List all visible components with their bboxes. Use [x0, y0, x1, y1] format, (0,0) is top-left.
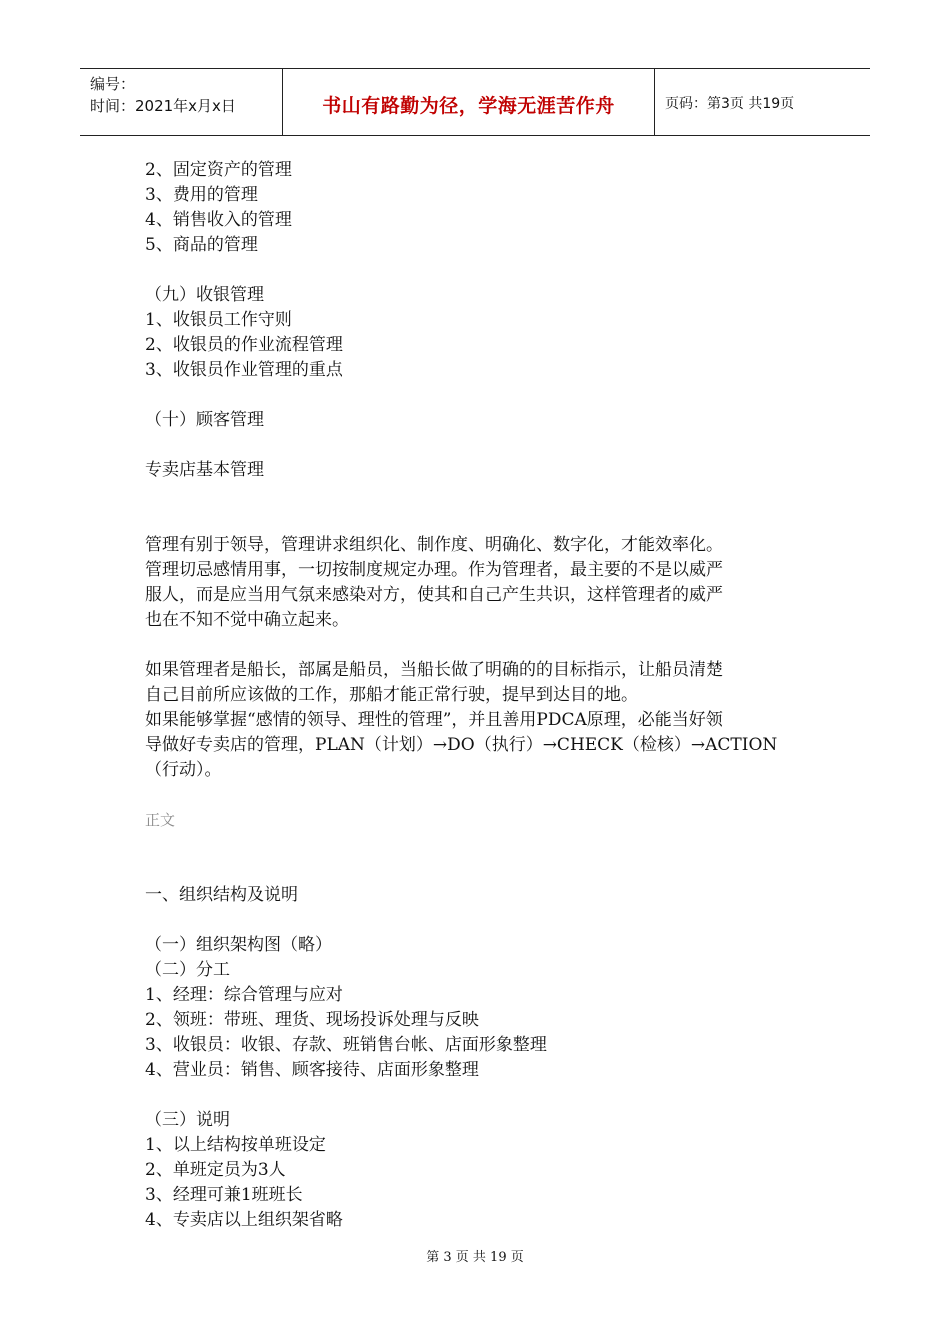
- document-time-label: 时间：2021年x月x日: [90, 97, 236, 115]
- paragraph-line: 管理有别于领导，管理讲求组织化、制作度、明确化、数字化，才能效率化。: [145, 535, 723, 555]
- paragraph-line: 如果管理者是船长，部属是船员，当船长做了明确的的目标指示，让船员清楚: [145, 660, 723, 680]
- section-heading: 一、组织结构及说明: [145, 885, 298, 905]
- section-heading: （一）组织架构图（略）: [145, 935, 332, 955]
- paragraph-line: 服人，而是应当用气氛来感染对方，使其和自己产生共识，这样管理者的威严: [145, 585, 723, 605]
- text-line: 3、经理可兼1班班长: [145, 1185, 303, 1205]
- text-line: 3、收银员：收银、存款、班销售台帐、店面形象整理: [145, 1035, 547, 1055]
- text-line: 2、领班：带班、理货、现场投诉处理与反映: [145, 1010, 479, 1030]
- text-line: 2、固定资产的管理: [145, 160, 292, 180]
- text-line: 3、收银员作业管理的重点: [145, 360, 343, 380]
- text-line: 1、收银员工作守则: [145, 310, 292, 330]
- text-line: 4、销售收入的管理: [145, 210, 292, 230]
- section-heading: （二）分工: [145, 960, 230, 980]
- page-footer: 第 3 页 共 19 页: [426, 1250, 524, 1265]
- paragraph-line: 自己目前所应该做的工作，那船才能正常行驶，提早到达目的地。: [145, 685, 638, 705]
- text-line: 4、专卖店以上组织架省略: [145, 1210, 343, 1230]
- paragraph-line: 也在不知不觉中确立起来。: [145, 610, 349, 630]
- header-meta-cell: [80, 69, 283, 135]
- section-heading: （三）说明: [145, 1110, 230, 1130]
- header-motto: 书山有路勤为径，学海无涯苦作舟: [322, 95, 615, 117]
- section-heading: （十）顾客管理: [145, 410, 264, 430]
- text-line: 3、费用的管理: [145, 185, 258, 205]
- page-header: [80, 68, 870, 136]
- paragraph-line: 管理切忌感情用事，一切按制度规定办理。作为管理者，最主要的不是以威严: [145, 560, 723, 580]
- header-page-cell: [655, 69, 870, 135]
- text-line: 1、以上结构按单班设定: [145, 1135, 326, 1155]
- document-body: [145, 158, 815, 1233]
- document-number-label: 编号：: [90, 75, 136, 93]
- text-line: 1、经理：综合管理与应对: [145, 985, 343, 1005]
- body-label: 正文: [145, 811, 176, 829]
- header-page-code: 页码：第3页 共19页: [665, 96, 795, 112]
- text-line: 2、单班定员为3人: [145, 1160, 286, 1180]
- text-line: 2、收银员的作业流程管理: [145, 335, 343, 355]
- paragraph-line: 如果能够掌握“感情的领导、理性的管理”，并且善用PDCA原理，必能当好领: [145, 710, 723, 730]
- text-line: 4、营业员：销售、顾客接待、店面形象整理: [145, 1060, 479, 1080]
- header-motto-cell: [283, 69, 655, 135]
- paragraph-line: （行动）。: [145, 760, 222, 780]
- text-line: 5、商品的管理: [145, 235, 258, 255]
- section-heading: 专卖店基本管理: [145, 460, 264, 480]
- section-heading: （九）收银管理: [145, 285, 264, 305]
- paragraph-line: 导做好专卖店的管理，PLAN（计划）→DO（执行）→CHECK（检核）→ACTION: [145, 735, 778, 755]
